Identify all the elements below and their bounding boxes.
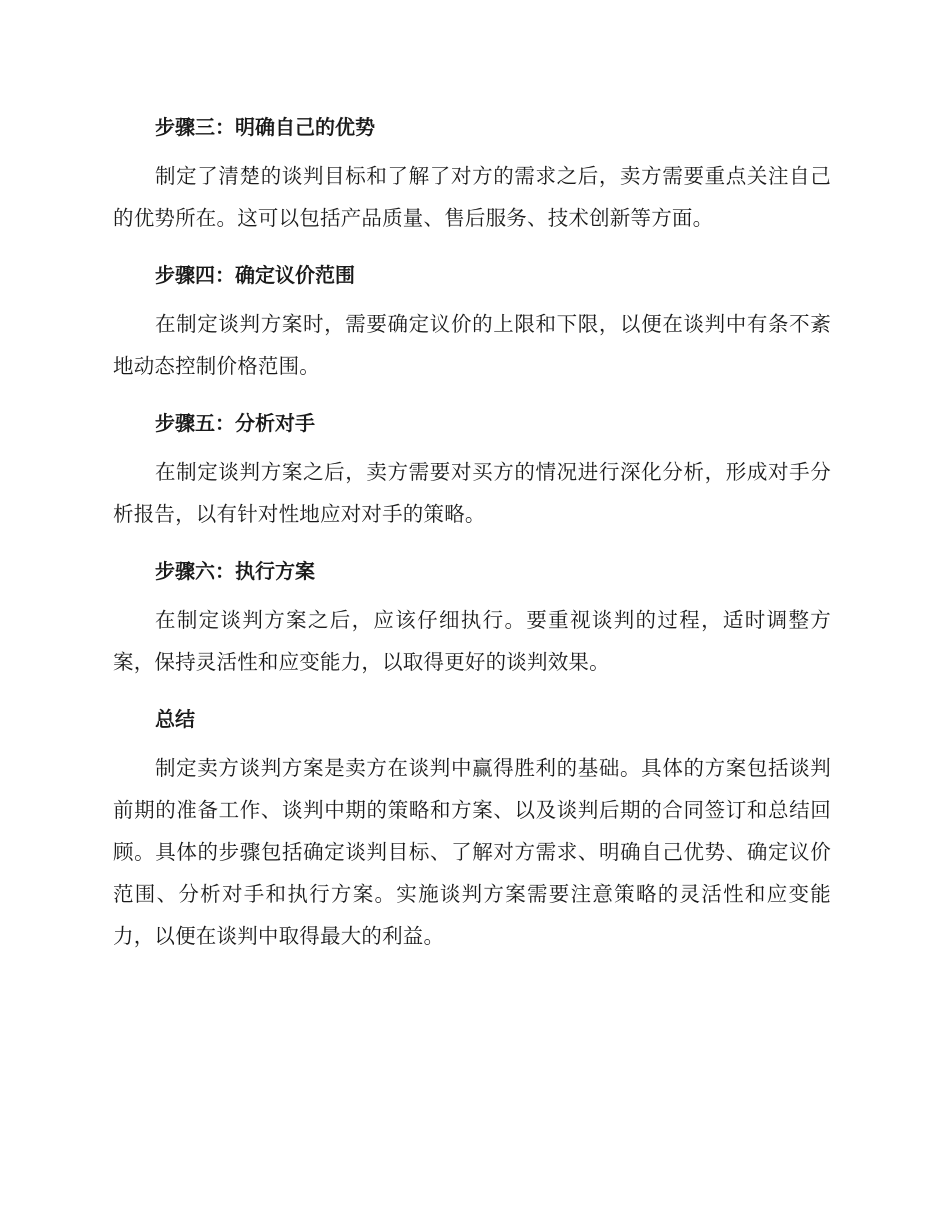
section-heading: 步骤五：分析对手: [155, 411, 315, 435]
section-paragraph: 制定了清楚的谈判目标和了解了对方的需求之后，卖方需要重点关注自己的优势所在。这可以包括产品质量、售后服务、技术创新等方面。: [113, 164, 831, 230]
section-heading: 步骤四：确定议价范围: [155, 263, 355, 287]
section-step-five: [113, 401, 831, 535]
section-step-three: [113, 105, 831, 239]
section-summary: [113, 697, 831, 957]
section-heading: 总结: [155, 707, 195, 731]
section-heading: 步骤六：执行方案: [155, 559, 315, 583]
document-page: [113, 105, 831, 971]
section-paragraph: 在制定谈判方案时，需要确定议价的上限和下限，以便在谈判中有条不紊地动态控制价格范围。: [113, 312, 831, 378]
section-step-four: [113, 253, 831, 387]
section-paragraph: 在制定谈判方案之后，卖方需要对买方的情况进行深化分析，形成对手分析报告，以有针对性地应对对手的策略。: [113, 460, 831, 526]
section-heading: 步骤三：明确自己的优势: [155, 115, 375, 139]
section-step-six: [113, 549, 831, 683]
section-paragraph: 制定卖方谈判方案是卖方在谈判中赢得胜利的基础。具体的方案包括谈判前期的准备工作、谈判中期的策略和方案、以及谈判后期的合同签订和总结回顾。具体的步骤包括确定谈判目标、了解对方需求、明确自己优势、确定议价范围、分析对手和执行方案。实施谈判方案需要注意策略的灵活性和应变能力，以便在谈判中取得最大的利益。: [113, 756, 831, 948]
section-paragraph: 在制定谈判方案之后，应该仔细执行。要重视谈判的过程，适时调整方案，保持灵活性和应变能力，以取得更好的谈判效果。: [113, 608, 831, 674]
